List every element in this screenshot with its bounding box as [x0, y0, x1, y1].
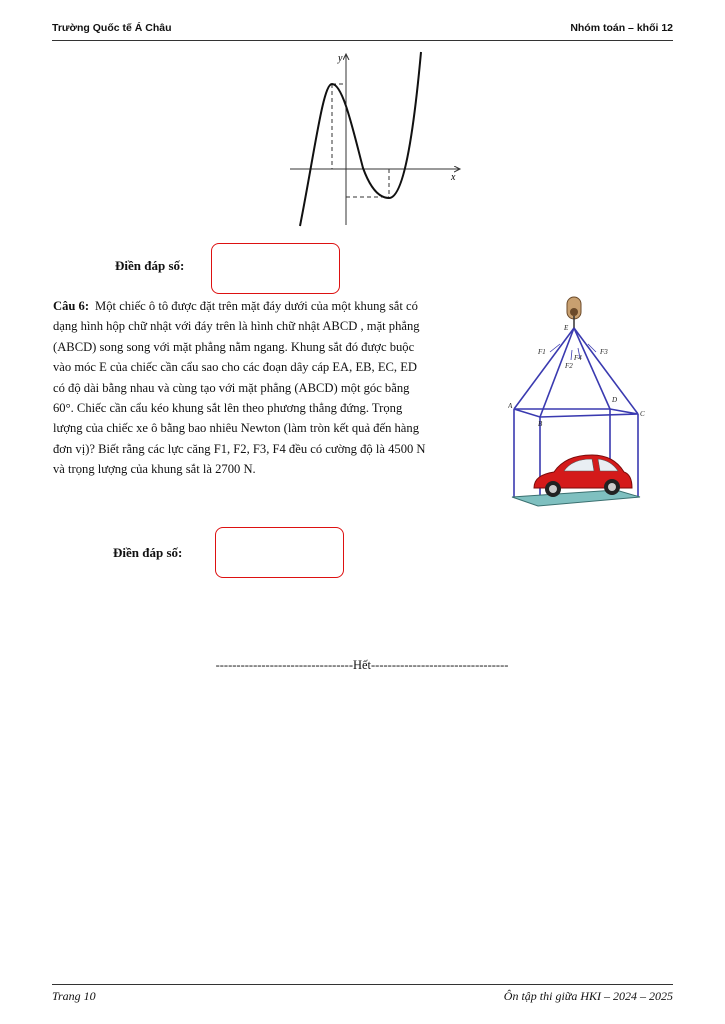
hook-pulley	[570, 308, 578, 316]
car-icon	[534, 455, 632, 497]
frame-base	[512, 490, 640, 506]
group-name: Nhóm toán – khối 12	[570, 22, 673, 34]
label-D: D	[612, 396, 618, 404]
question-line-4: vào móc E của chiếc cần cẩu sao cho các đoạn dây cáp EA, EB, EC, ED	[53, 360, 418, 375]
question-line-7: lượng của chiếc xe ô bằng bao nhiêu Newton (làm tròn kết quả đến hàng	[53, 421, 419, 436]
question-6	[53, 296, 477, 480]
x-axis-label: x	[451, 172, 456, 183]
crane-car-figure	[508, 292, 653, 512]
school-name: Trường Quốc tế Á Châu	[52, 22, 172, 34]
label-C: C	[640, 410, 645, 418]
answer-label-2: Điền đáp số:	[113, 545, 183, 560]
page-number: Trang 10	[52, 989, 96, 1003]
label-F3: F3	[600, 348, 608, 356]
exam-title: Ôn tập thi giữa HKI – 2024 – 2025	[503, 989, 673, 1003]
function-graph	[285, 50, 465, 230]
question-line-3: (ABCD) song song với mặt phẳng nằm ngang. Khung sắt đó được buộc	[53, 339, 415, 354]
question-number: Câu 6:	[53, 299, 90, 313]
label-B: B	[538, 420, 543, 428]
question-line-5: có độ dài bằng nhau và cùng tạo với mặt phẳng (ABCD) một góc bằng	[53, 380, 410, 395]
page-footer	[52, 984, 673, 1003]
question-line-1: Một chiếc ô tô được đặt trên mặt đáy dưới của một khung sắt có	[95, 299, 418, 313]
cables	[514, 328, 638, 417]
question-line-9: và trọng lượng của khung sắt là 2700 N.	[53, 462, 256, 477]
cubic-curve	[300, 52, 421, 226]
label-E: E	[564, 324, 569, 332]
answer-box-2[interactable]	[215, 527, 344, 578]
answer-label-1: Điền đáp số:	[115, 258, 185, 273]
question-line-8: đơn vị)? Biết rằng các lực căng F1, F2, F3, F4 đều có cường độ là 4500 N	[53, 441, 426, 456]
answer-box-1[interactable]	[211, 243, 340, 294]
y-axis-label: y	[338, 53, 343, 64]
question-line-2: dạng hình hộp chữ nhật với đáy trên là hình chữ nhật ABCD , mặt phẳng	[53, 319, 420, 334]
question-line-6: 60°. Chiếc cần cẩu kéo khung sắt lên theo phương thẳng đứng. Trọng	[53, 401, 403, 416]
label-F4: F4	[574, 354, 582, 362]
label-A: A	[508, 402, 513, 410]
end-marker: ---------------------------------Hết---------------------------------	[215, 658, 509, 672]
label-F2: F2	[565, 362, 573, 370]
label-F1: F1	[538, 348, 546, 356]
page-header	[52, 20, 673, 41]
